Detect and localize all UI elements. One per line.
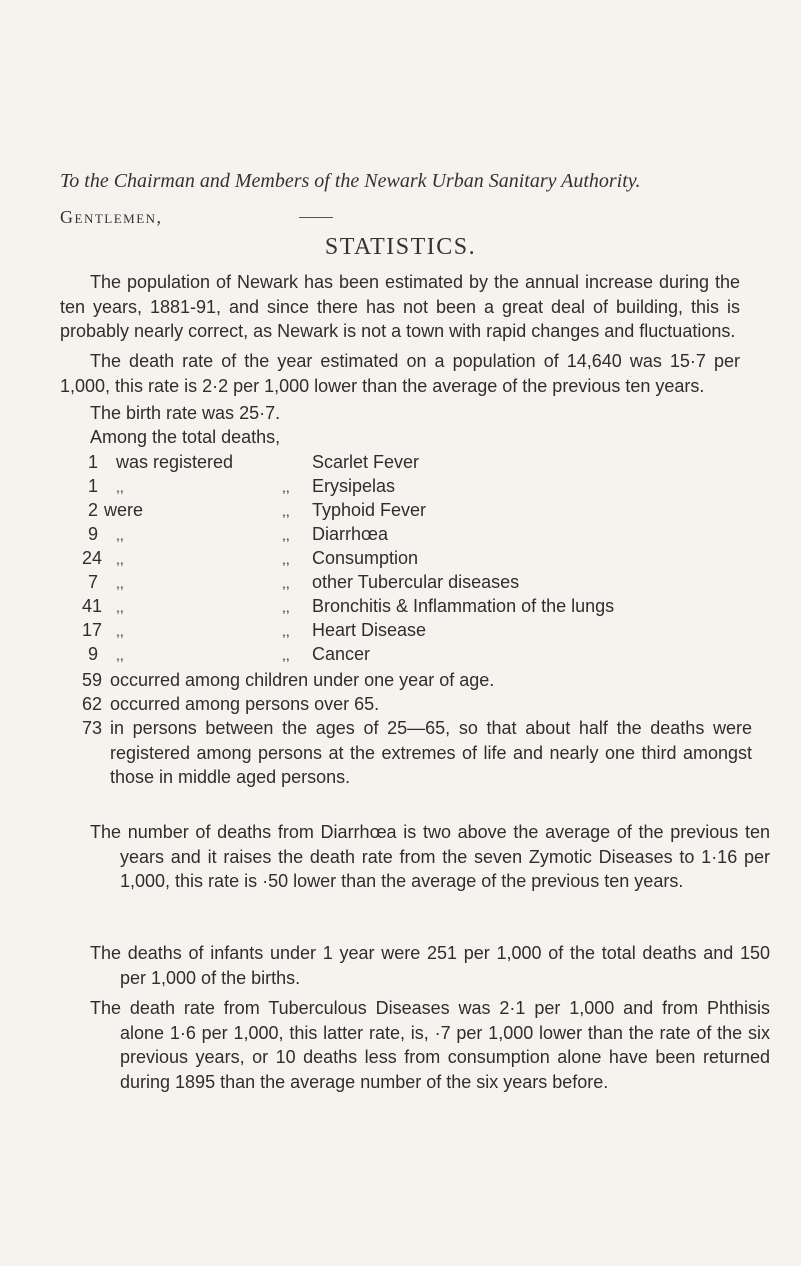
age-item-text: occurred among children under one year of age.: [110, 670, 495, 690]
death-cause: Bronchitis & Inflammation of the lungs: [312, 596, 615, 616]
death-count: 7: [88, 572, 99, 592]
ditto-mark: ,,: [116, 623, 124, 639]
death-verb: were: [104, 500, 144, 520]
paragraph-diarrhoea: The number of deaths from Diarrhœa is two above the average of the previous ten years and it raises the death rate from the seven Zymotic Diseases to 1·16 per 1,000, this rate is ·50 lower than the average of the previous ten years.: [90, 822, 770, 891]
ditto-mark: ,,: [282, 479, 290, 495]
separator-dash: [299, 217, 333, 218]
salutation: Gentlemen,: [60, 207, 163, 227]
death-count: 1: [88, 476, 99, 496]
ditto-mark: ,,: [282, 623, 290, 639]
death-cause: Cancer: [312, 644, 371, 664]
ditto-mark: ,,: [282, 551, 290, 567]
ditto-mark: ,,: [116, 647, 124, 663]
paragraph-infants: The deaths of infants under 1 year were 251 per 1,000 of the total deaths and 150 per 1,000 of the births.: [90, 943, 770, 988]
age-item-count: 73: [82, 718, 103, 738]
death-count: 1: [88, 452, 99, 472]
ditto-mark: ,,: [116, 575, 124, 591]
death-count: 24: [82, 548, 103, 568]
death-cause: other Tubercular diseases: [312, 572, 520, 592]
ditto-mark: ,,: [282, 503, 290, 519]
death-cause: Heart Disease: [312, 620, 427, 640]
birth-rate-line: The birth rate was 25·7.: [90, 403, 281, 423]
death-cause: Scarlet Fever: [312, 452, 420, 472]
ditto-mark: ,,: [282, 575, 290, 591]
among-deaths-line: Among the total deaths,: [90, 427, 281, 447]
ditto-mark: ,,: [282, 599, 290, 615]
age-item-count: 59: [82, 670, 103, 690]
death-count: 17: [82, 620, 103, 640]
death-count: 41: [82, 596, 103, 616]
death-count: 9: [88, 644, 99, 664]
death-cause: Consumption: [312, 548, 419, 568]
age-item-text: in persons between the ages of 25—65, so that about half the deaths were registered among persons at the extremes of life and nearly one third amongst those in middle aged persons.: [110, 718, 752, 787]
paragraph-population: The population of Newark has been estimated by the annual increase during the ten years, 1881-91, and since there has not been a great deal of building, this is probably nearly correct, as Newark is not a town with rapid changes and fluctuations.: [60, 272, 740, 341]
death-cause: Diarrhœa: [312, 524, 389, 544]
ditto-mark: ,,: [282, 647, 290, 663]
death-cause: Typhoid Fever: [312, 500, 427, 520]
death-count: 9: [88, 524, 99, 544]
section-heading: STATISTICS.: [324, 234, 477, 260]
death-cause: Erysipelas: [312, 476, 396, 496]
document-title: To the Chairman and Members of the Newark Urban Sanitary Authority.: [60, 170, 641, 192]
death-verb: was registered: [116, 452, 234, 472]
paragraph-tuberculous: The death rate from Tuberculous Diseases was 2·1 per 1,000 and from Phthisis alone 1·6 per 1,000, this latter rate, is, ·7 per 1,000 lower than the rate of the six previous years, or 10 deaths less from consumption alone have been returned during 1895 than the average number of the six years before.: [90, 998, 770, 1092]
age-item-count: 62: [82, 694, 103, 714]
age-item-text: occurred among persons over 65.: [110, 694, 380, 714]
ditto-mark: ,,: [116, 527, 124, 543]
ditto-mark: ,,: [116, 479, 124, 495]
death-count: 2: [88, 500, 99, 520]
ditto-mark: ,,: [116, 551, 124, 567]
paragraph-death-rate: The death rate of the year estimated on a population of 14,640 was 15·7 per 1,000, this rate is 2·2 per 1,000 lower than the average of the previous ten years.: [60, 351, 740, 396]
ditto-mark: ,,: [116, 599, 124, 615]
ditto-mark: ,,: [282, 527, 290, 543]
